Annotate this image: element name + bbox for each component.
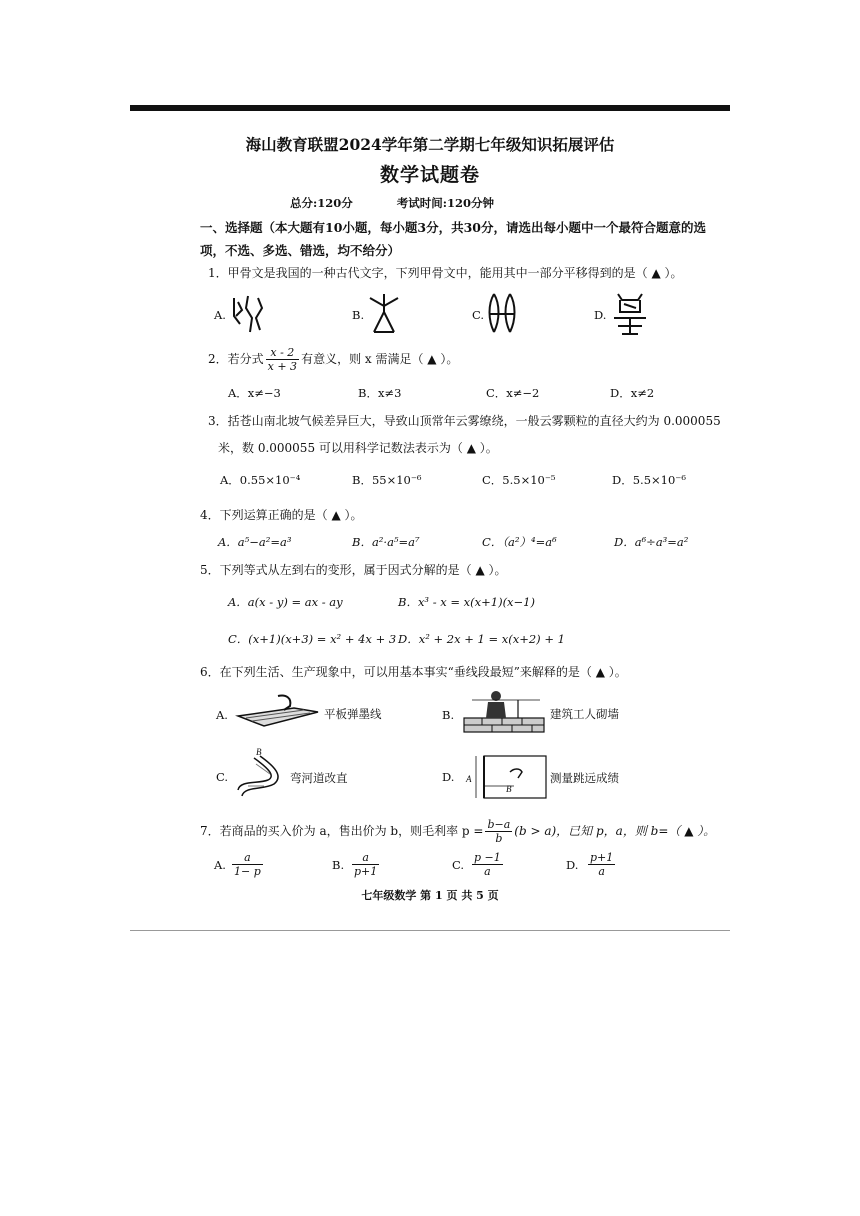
- q6-caption-a: 平板弹墨线: [324, 707, 382, 721]
- q7-option-a-fraction: $\frac{a}{1- p}$: [234, 851, 261, 878]
- page-footer: 七年级数学 第 1 页 共 5 页: [361, 889, 499, 902]
- q6-caption-c: 弯河道改直: [290, 771, 348, 785]
- q4-stem: 4．下列运算正确的是（ ▲ ）。: [200, 508, 363, 522]
- q1-label-d: D.: [594, 308, 607, 322]
- q5-stem: 5．下列等式从左到右的变形，属于因式分解的是（ ▲ ）。: [200, 563, 507, 577]
- exam-subtitle: 数学试题卷: [379, 164, 480, 186]
- q3-option-a: A．0.55×10⁻⁴: [220, 473, 301, 487]
- q3-option-b: B．55×10⁻⁶: [352, 473, 422, 487]
- q4-option-a: A．a⁵−a²=a³: [218, 535, 292, 549]
- q2-option-d: D．x≠2: [610, 386, 655, 400]
- ink-line-board-icon: [234, 692, 320, 730]
- total-score: 总分:120分: [290, 196, 353, 210]
- q4-option-b: B．a²·a⁵=a⁷: [352, 535, 420, 549]
- q7-option-c-fraction: $\frac{p -1}{a}$: [474, 851, 501, 878]
- exam-time: 考试时间:120分钟: [396, 196, 495, 210]
- oracle-glyph-d-icon: [610, 290, 650, 338]
- oracle-glyph-c-icon: [484, 292, 520, 336]
- exam-title: 海山教育联盟2024学年第二学期七年级知识拓展评估: [245, 135, 615, 154]
- q5-option-c: C．(x+1)(x+3) = x² + 4x + 3: [228, 632, 397, 646]
- q2-stem: 2．若分式 $\frac{x - 2}{x + 3}$ 有意义，则 x 需满足（ ▲ ）。: [208, 346, 459, 373]
- q6-stem: 6．在下列生活、生产现象中，可以用基本事实“垂线段最短”来解释的是（ ▲ ）。: [200, 665, 627, 679]
- bricklayer-icon: [462, 688, 546, 734]
- q7-fraction: $\frac{b-a}{b}$: [487, 818, 511, 845]
- q1-label-a: A.: [214, 308, 226, 322]
- q6-label-c: C.: [216, 770, 229, 784]
- q3-option-d: D．5.5×10⁻⁶: [612, 473, 686, 487]
- q2-option-c: C．x≠−2: [486, 386, 540, 400]
- q3-stem-line2: 米，数 0.000055 可以用科学记数法表示为（ ▲ ）。: [218, 441, 498, 455]
- long-jump-pit-icon: [462, 754, 548, 800]
- section-heading: 一、选择题（本大题有10小题，每小题3分，共30分，请选出每小题中一个最符合题意的选项，不选、多选、错选，均不给分）: [200, 220, 706, 258]
- q1-stem: 1．甲骨文是我国的一种古代文字，下列甲骨文中，能用其中一部分平移得到的是（ ▲ ）。: [208, 266, 683, 280]
- svg-text:B: B: [256, 747, 262, 757]
- q6-caption-b: 建筑工人砌墙: [550, 707, 619, 721]
- bottom-rule: [130, 930, 730, 931]
- q4-option-c: C．（a²）⁴=a⁶: [482, 535, 557, 549]
- q1-label-b: B.: [352, 308, 365, 322]
- q2-option-b: B．x≠3: [358, 386, 402, 400]
- q7-label-a: A.: [214, 858, 226, 872]
- q7-label-b: B.: [332, 858, 345, 872]
- q6-label-a: A.: [216, 708, 228, 722]
- q2-fraction: $\frac{x - 2}{x + 3}$: [267, 346, 298, 373]
- q7-label-d: D.: [566, 858, 579, 872]
- q7-option-d-fraction: $\frac{p+1}{a}$: [590, 851, 614, 878]
- q7-stem: 7．若商品的买入价为 a，售出价为 b，则毛利率 p = $\frac{b-a}{b}$ (b > a)，已知 p，a，则 b=（ ▲ ）。: [200, 818, 716, 845]
- river-bend-icon: [234, 746, 290, 802]
- svg-text:A: A: [466, 774, 472, 784]
- q3-option-c: C．5.5×10⁻⁵: [482, 473, 556, 487]
- q5-option-b: B．x³ - x = x(x+1)(x−1): [398, 595, 535, 609]
- q6-label-d: D.: [442, 770, 455, 784]
- exam-meta: [290, 195, 534, 211]
- q4-option-d: D．a⁶÷a³=a²: [614, 535, 689, 549]
- q6-label-b: B.: [442, 708, 455, 722]
- q1-label-c: C.: [472, 308, 485, 322]
- q5-option-a: A．a(x - y) = ax - ay: [228, 595, 343, 609]
- q6-caption-d: 测量跳远成绩: [550, 771, 619, 785]
- q5-option-d: D．x² + 2x + 1 = x(x+2) + 1: [398, 632, 565, 646]
- svg-text:B: B: [506, 784, 512, 794]
- q2-option-a: A．x≠−3: [228, 386, 281, 400]
- q7-label-c: C.: [452, 858, 465, 872]
- top-rule: [130, 105, 730, 111]
- oracle-glyph-b-icon: [366, 292, 402, 336]
- oracle-glyph-a-icon: [228, 294, 268, 334]
- q7-option-b-fraction: $\frac{a}{p+1}$: [354, 851, 378, 878]
- q3-stem-line1: 3．括苍山南北坡气候差异巨大，导致山顶常年云雾缭绕，一般云雾颗粒的直径大约为 0.000055: [208, 414, 721, 428]
